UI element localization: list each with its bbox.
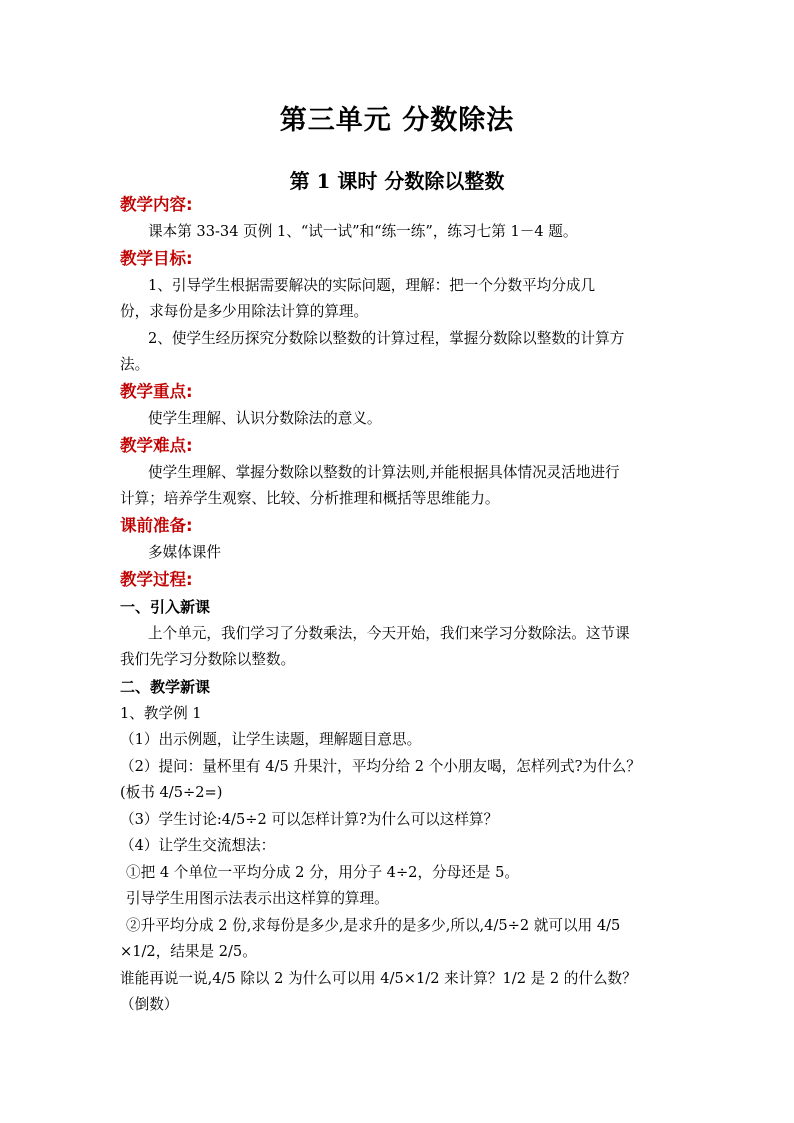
goal1-line2: 份，求每份是多少用除法计算的算理。 xyxy=(120,303,369,320)
goals-heading: 教学目标: xyxy=(120,249,193,268)
content-heading: 教学内容: xyxy=(120,195,193,214)
idea2-line1: ②升平均分成 2 份,求每份是多少,是求升的是多少,所以,4/5÷2 就可以用 4/5 xyxy=(126,917,621,934)
question-line1: 谁能再说一说,4/5 除以 2 为什么可以用 4/5×1/2 来计算？1/2 是 2 的什么数？ xyxy=(120,970,637,987)
prep-heading: 课前准备: xyxy=(120,516,193,535)
step2-line1: （2）提问：量杯里有 4/5 升果汁，平均分给 2 个小朋友喝，怎样列式?为什么？ xyxy=(120,758,641,775)
step3-text: （3）学生讨论:4/5÷2 可以怎样计算?为什么可以这样算？ xyxy=(120,811,499,828)
difficulty-heading: 教学难点: xyxy=(120,436,193,455)
step4-text: （4）让学生交流想法： xyxy=(120,837,276,854)
part1-line2: 我们先学习分数除以整数。 xyxy=(120,651,296,668)
part1-heading: 一、引入新课 xyxy=(120,598,211,616)
difficulty-line1: 使学生理解、掌握分数除以整数的计算法则,并能根据具体情况灵活地进行 xyxy=(148,464,620,481)
goal2-line1: 2、使学生经历探究分数除以整数的计算过程，掌握分数除以整数的计算方 xyxy=(148,330,625,347)
goal2-line2: 法。 xyxy=(120,356,150,373)
step1-text: （1）出示例题，让学生读题，理解题目意思。 xyxy=(120,731,422,748)
part1-line1: 上个单元，我们学习了分数乘法，今天开始，我们来学习分数除法。这节课 xyxy=(148,625,630,642)
part2-heading: 二、教学新课 xyxy=(120,678,211,696)
question-line2: （倒数） xyxy=(120,996,179,1013)
process-heading: 教学过程: xyxy=(120,570,193,589)
step2-line2: (板书 4/5÷2=) xyxy=(120,784,223,801)
idea2-line2: ×1/2，结果是 2/5。 xyxy=(120,943,257,960)
difficulty-line2: 计算；培养学生观察、比较、分析推理和概括等思维能力。 xyxy=(120,490,500,507)
keypoint-heading: 教学重点: xyxy=(120,382,193,401)
keypoint-text: 使学生理解、认识分数除法的意义。 xyxy=(148,410,382,427)
lesson-subtitle: 第 1 课时 分数除以整数 xyxy=(289,169,505,193)
idea1-text: ①把 4 个单位一平均分成 2 分，用分子 4÷2，分母还是 5。 xyxy=(126,864,519,881)
page-title: 第三单元 分数除法 xyxy=(279,105,515,136)
example1-label: 1、教学例 1 xyxy=(120,705,202,722)
goal1-line1: 1、引导学生根据需要解决的实际问题，理解：把一个分数平均分成几 xyxy=(148,277,596,294)
prep-text: 多媒体课件 xyxy=(148,544,221,561)
content-text: 课本第 33-34 页例 1、“试一试”和“练一练”，练习七第 1－4 题。 xyxy=(148,223,578,240)
idea1-note: 引导学生用图示法表示出这样算的算理。 xyxy=(126,890,389,907)
